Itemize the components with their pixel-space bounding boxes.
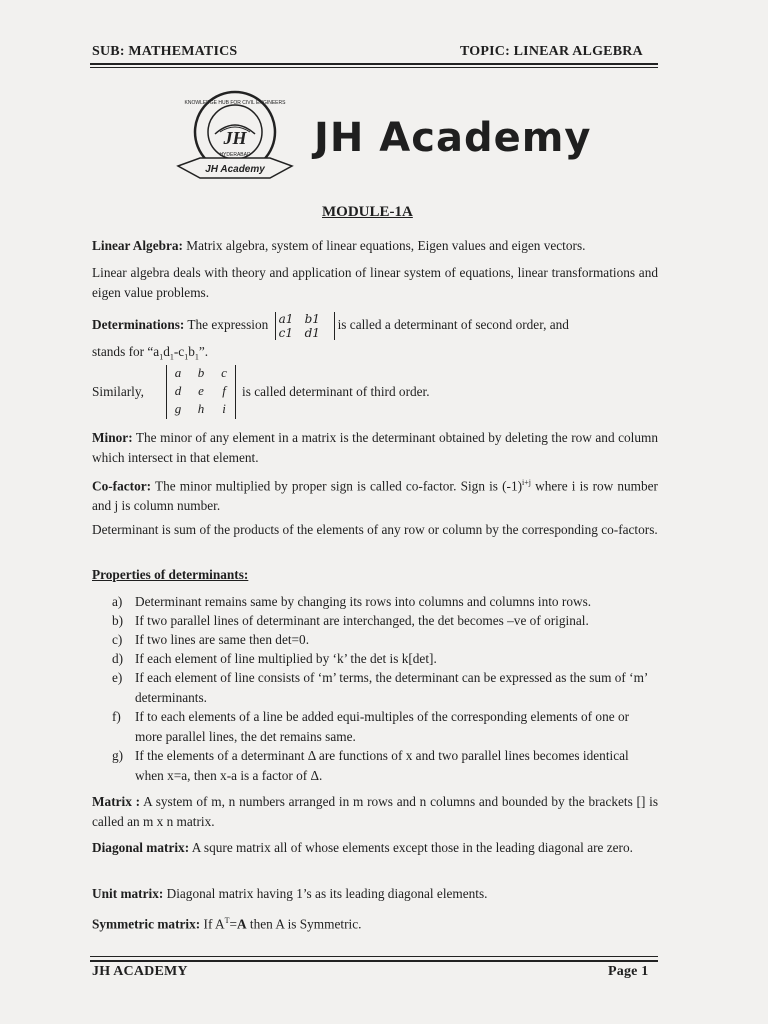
svg-text:JH Academy: JH Academy bbox=[205, 164, 265, 175]
svg-text:KNOWLEDGE HUB FOR CIVIL ENGINE: KNOWLEDGE HUB FOR CIVIL ENGINEERS bbox=[184, 100, 286, 106]
header-subject: SUB: MATHEMATICS bbox=[92, 44, 238, 59]
header-topic: TOPIC: LINEAR ALGEBRA bbox=[460, 44, 643, 59]
footer-academy: JH ACADEMY bbox=[92, 964, 188, 979]
list-item: a) Determinant remains same by changing its rows into columns and columns into rows. bbox=[112, 594, 592, 609]
unit-matrix-para: Unit matrix: Diagonal matrix having 1’s as its leading diagonal elements. bbox=[92, 886, 488, 901]
term-diagonal-matrix: Diagonal matrix: bbox=[92, 840, 190, 855]
properties-title: Properties of determinants: bbox=[92, 567, 249, 582]
footer-rule bbox=[90, 960, 658, 962]
term-linear-algebra: Linear Algebra: bbox=[92, 238, 183, 253]
list-item: d) If each element of line multiplied by ‘k’ the det is k[det]. bbox=[112, 651, 437, 666]
svg-text:JH: JH bbox=[223, 128, 247, 148]
linear-algebra-desc: Linear algebra deals with theory and application of linear system of equations, linear transformations and eigen value problems. bbox=[92, 265, 658, 300]
list-item: f) If to each elements of a line be added equi-multiples of the corresponding elements of one or more parallel lines, the det remains same. bbox=[112, 709, 630, 744]
header-rule bbox=[90, 63, 658, 65]
list-item: g) If the elements of a determinant Δ are functions of x and two parallel lines becomes identical when x=a, then x-a is a factor of Δ. bbox=[112, 748, 629, 783]
second-order-determinant: a1 b1 c1 d1 bbox=[275, 312, 335, 340]
similarly-label: Similarly, bbox=[92, 384, 144, 399]
module-title: MODULE-1A bbox=[322, 204, 413, 220]
list-item: b) If two parallel lines of determinant are interchanged, the det becomes –ve of original. bbox=[112, 613, 589, 628]
matrix-definition: Matrix : A system of m, n numbers arranged in m rows and n columns and bounded by the brackets [] is called an m x n matrix. bbox=[92, 794, 659, 829]
cofactor-para: Co-factor: The minor multiplied by proper sign is called co-factor. Sign is $(-1)^{i+j}$ where i is row number and j is column number. bbox=[92, 478, 658, 513]
svg-text:HYDERABAD: HYDERABAD bbox=[219, 152, 251, 158]
diagonal-matrix-para: Diagonal matrix: A squre matrix all of whose elements except those in the leading diagonal are zero. bbox=[92, 840, 633, 855]
footer-rule-thin bbox=[90, 956, 658, 957]
symmetric-matrix-para: Symmetric matrix: If $A^T=A$ then A is Symmetric. bbox=[92, 916, 362, 932]
footer-page-number: Page 1 bbox=[608, 964, 649, 979]
term-minor: Minor: bbox=[92, 430, 133, 445]
linear-algebra-para: Linear Algebra: Matrix algebra, system of linear equations, Eigen values and eigen vectors. bbox=[92, 238, 586, 253]
academy-seal-logo bbox=[170, 88, 300, 188]
determinant-sum-para: Determinant is sum of the products of the elements of any row or column by the corresponding co-factors. bbox=[92, 522, 658, 537]
term-cofactor: Co-factor: bbox=[92, 478, 152, 494]
determinations-para: Determinations: The expression a1 b1 c1 d1is called a determinant of second order, and bbox=[92, 312, 569, 340]
academy-title: JH Academy bbox=[314, 115, 592, 161]
term-matrix: Matrix : bbox=[92, 794, 141, 809]
header-rule-thin bbox=[90, 67, 658, 68]
third-order-determinant: a b c d e f g h i bbox=[166, 365, 236, 419]
list-item: c) If two lines are same then det=0. bbox=[112, 632, 310, 647]
determinations-stands-for: stands for “$a_1d_1-c_1b_1$”. bbox=[92, 344, 209, 362]
similarly-text: is called determinant of third order. bbox=[242, 384, 430, 399]
minor-para: Minor: The minor of any element in a matrix is the determinant obtained by deleting the row and column which intersect in that element. bbox=[92, 430, 658, 465]
term-determinations: Determinations: bbox=[92, 317, 185, 333]
term-symmetric-matrix: Symmetric matrix: bbox=[92, 916, 201, 932]
list-item: e) If each element of line consists of ‘m’ terms, the determinant can be expressed as the sum of ‘m’ determinants. bbox=[112, 670, 648, 705]
term-unit-matrix: Unit matrix: bbox=[92, 886, 164, 901]
